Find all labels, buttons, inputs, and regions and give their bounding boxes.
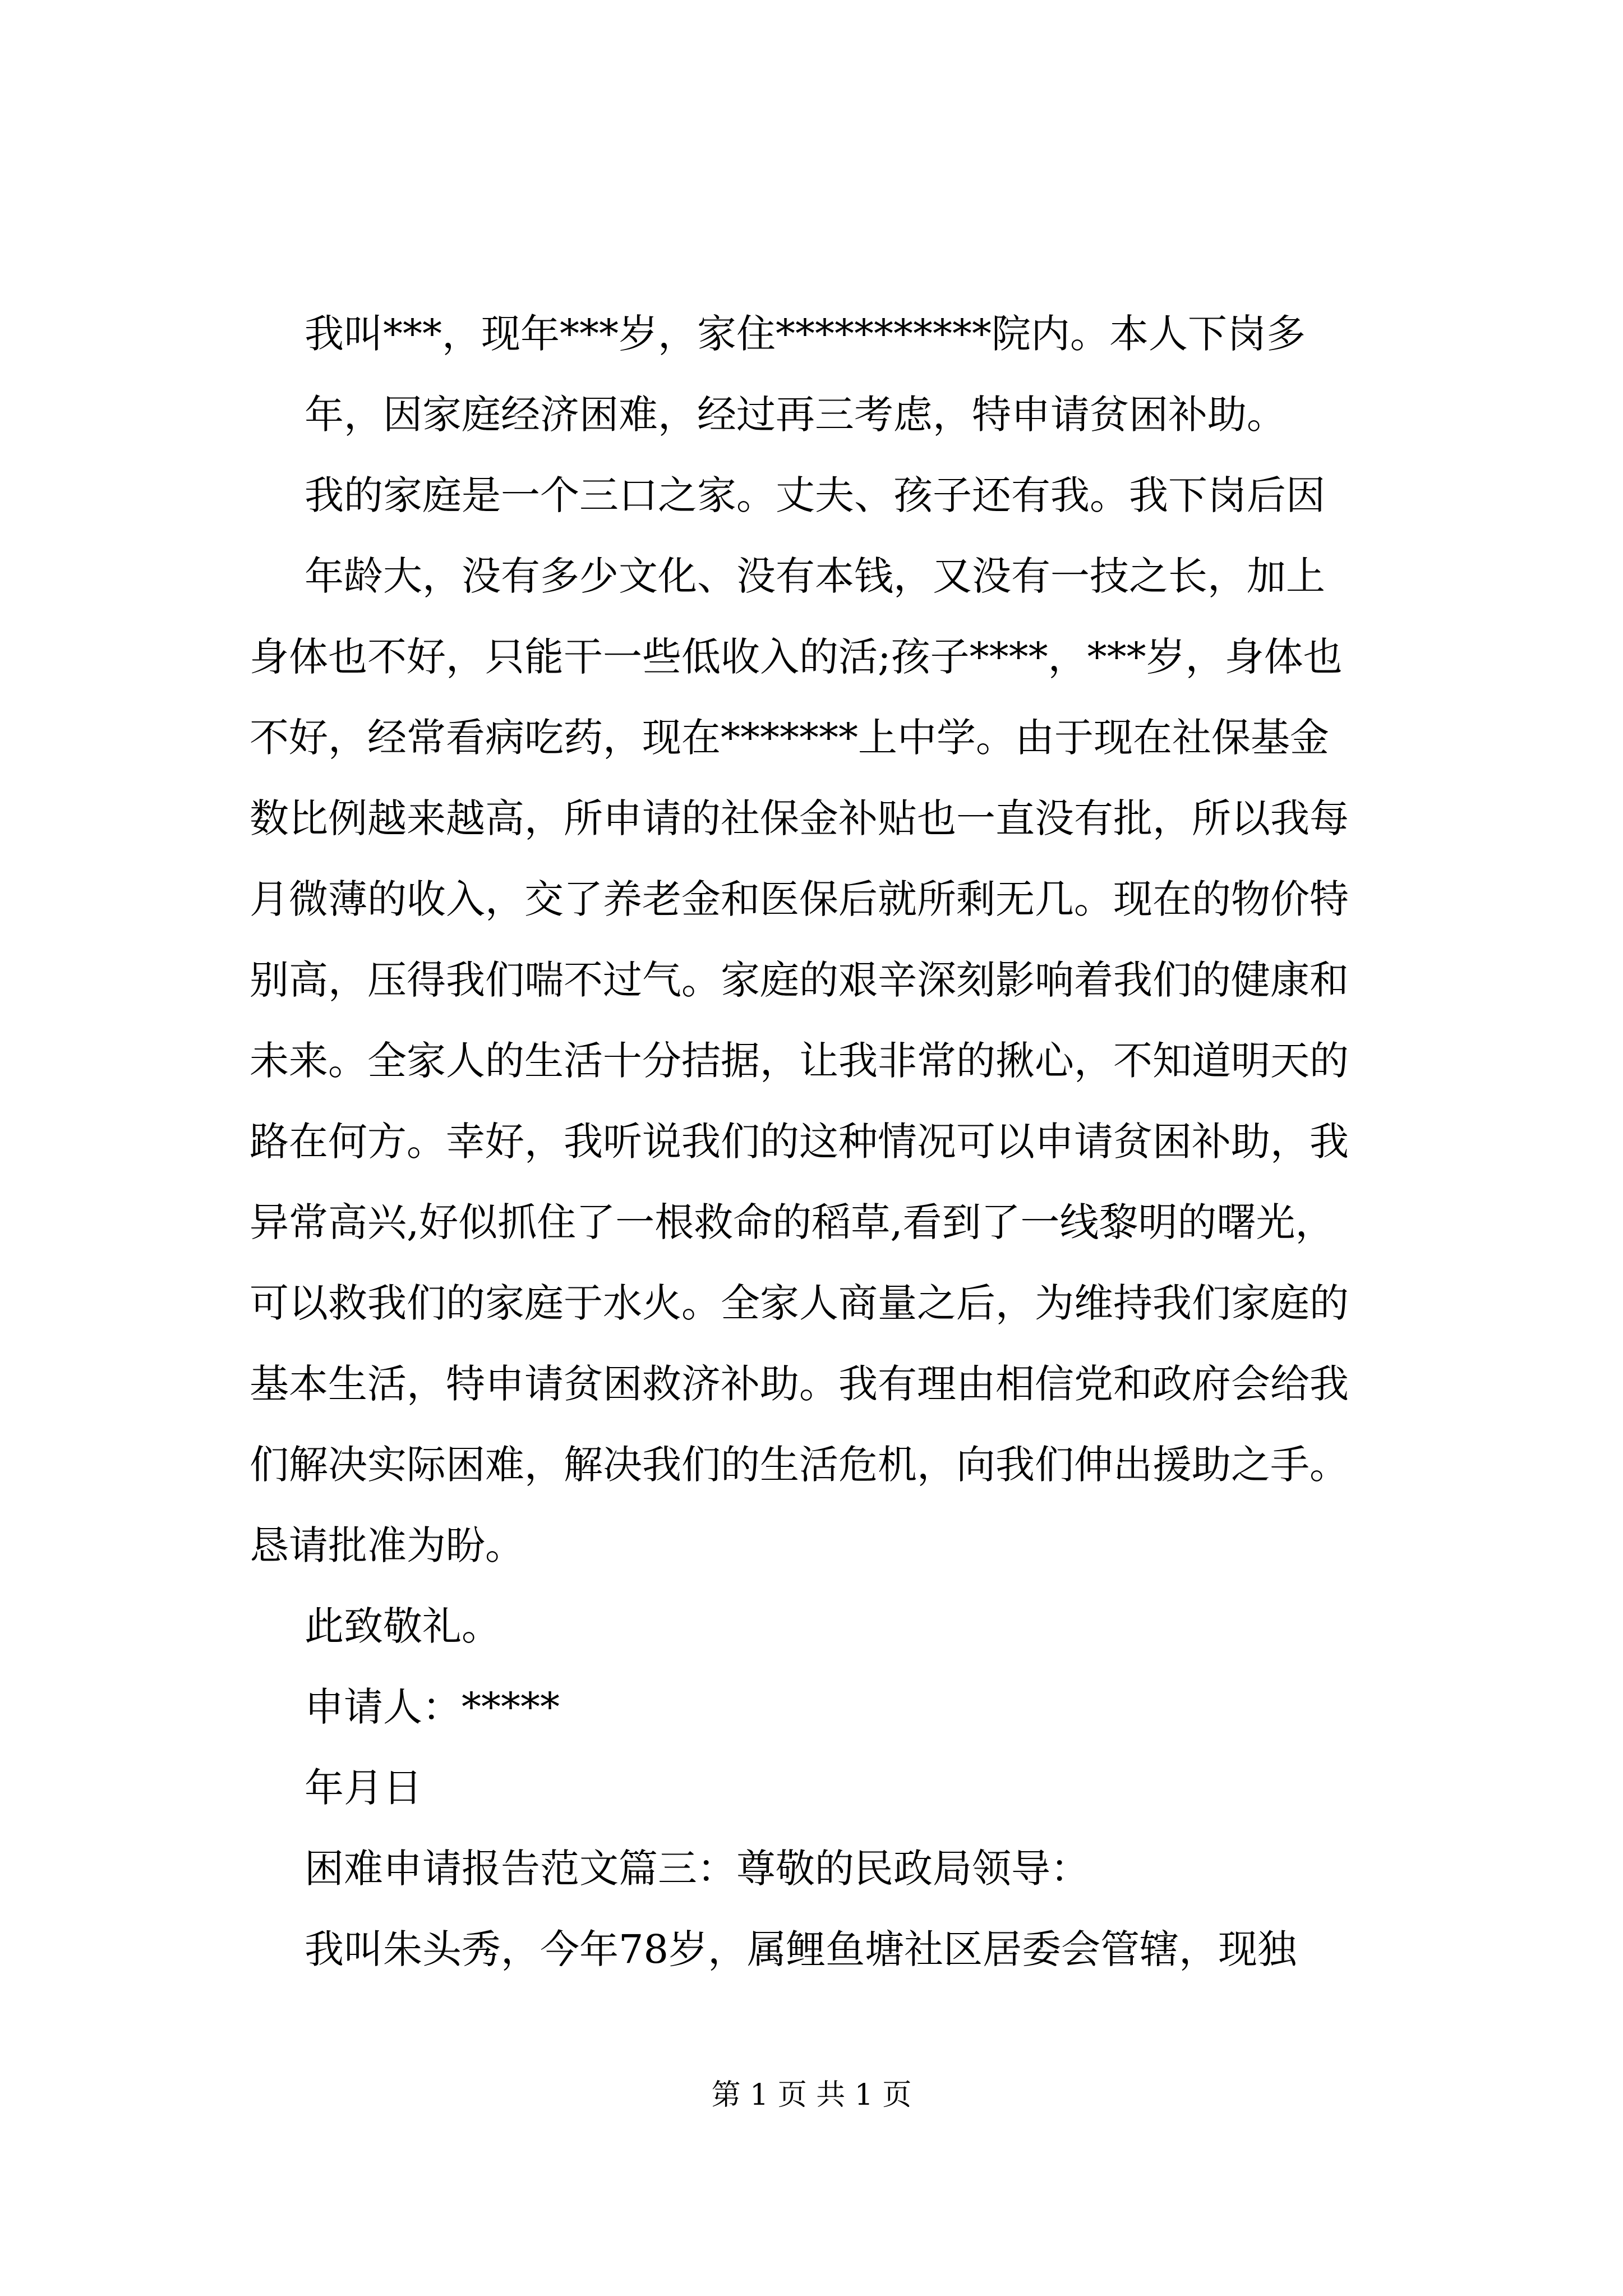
text-line: 未来。全家人的生活十分拮据，让我非常的揪心，不知道明天的 (250, 1038, 1349, 1084)
section-heading: 困难申请报告范文篇三：尊敬的民政局领导： (305, 1846, 1090, 1892)
text-line: 路在何方。幸好，我听说我们的这种情况可以申请贫困补助，我 (250, 1119, 1349, 1165)
closing-salutation: 此致敬礼。 (305, 1603, 501, 1649)
page-footer: 第 1 页 共 1 页 (711, 2078, 912, 2112)
text-line: 别高，压得我们喘不过气。家庭的艰辛深刻影响着我们的健康和 (250, 957, 1349, 1003)
text-line: 月微薄的收入，交了养老金和医保后就所剩无几。现在的物价特 (250, 876, 1349, 922)
text-line: 年龄大，没有多少文化、没有本钱，又没有一技之长，加上 (305, 553, 1325, 599)
text-line: 年，因家庭经济困难，经过再三考虑，特申请贫困补助。 (305, 392, 1286, 438)
text-line: 数比例越来越高，所申请的社保金补贴也一直没有批，所以我每 (250, 795, 1349, 841)
text-line: 可以救我们的家庭于水火。全家人商量之后，为维持我们家庭的 (250, 1280, 1349, 1326)
text-line: 身体也不好，只能干一些低收入的活;孩子****，***岁，身体也 (250, 634, 1343, 680)
text-line: 我叫朱头秀，今年78岁，属鲤鱼塘社区居委会管辖，现独 (305, 1926, 1297, 1972)
text-line: 我的家庭是一个三口之家。丈夫、孩子还有我。我下岗后因 (305, 472, 1325, 518)
text-line: 们解决实际困难，解决我们的生活危机，向我们伸出援助之手。 (250, 1442, 1349, 1488)
text-line: 恳请批准为盼。 (250, 1522, 524, 1568)
text-line: 我叫***，现年***岁，家住***********院内。本人下岗多 (305, 311, 1306, 357)
applicant-line: 申请人：***** (305, 1684, 560, 1730)
text-line: 基本生活，特申请贫困救济补助。我有理由相信党和政府会给我 (250, 1361, 1349, 1407)
text-line: 不好，经常看病吃药，现在*******上中学。由于现在社保基金 (250, 715, 1329, 761)
text-line: 异常高兴,好似抓住了一根救命的稻草,看到了一线黎明的曙光， (250, 1199, 1335, 1245)
date-line: 年月日 (305, 1765, 422, 1811)
